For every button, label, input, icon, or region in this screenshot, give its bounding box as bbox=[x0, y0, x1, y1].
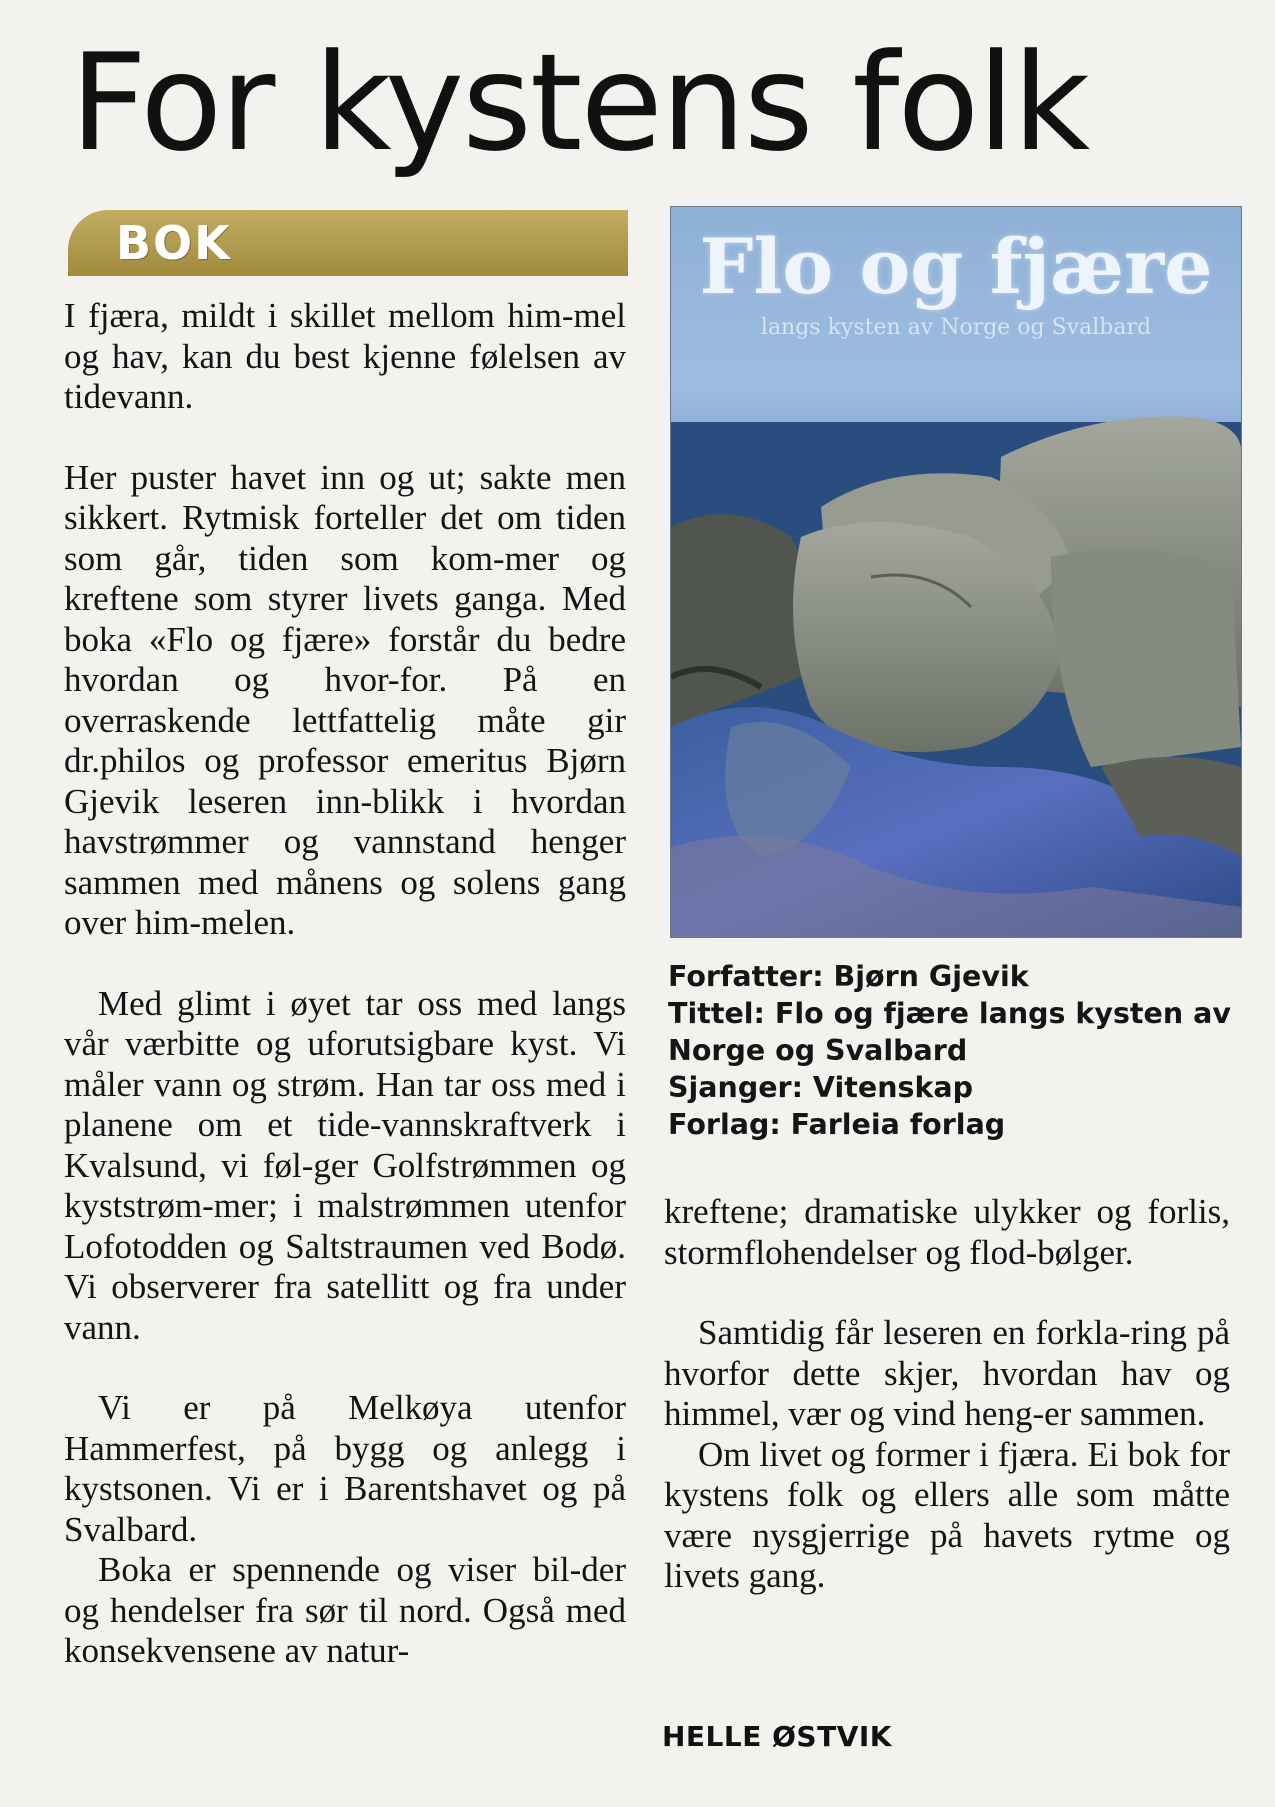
kicker-label: BOK bbox=[116, 216, 232, 270]
book-info-box bbox=[668, 958, 1248, 1143]
info-genre: Sjanger: Vitenskap bbox=[668, 1071, 974, 1104]
info-author: Forfatter: Bjørn Gjevik bbox=[668, 960, 1029, 993]
section-kicker bbox=[68, 210, 628, 276]
info-title: Tittel: Flo og fjære langs kysten av bbox=[668, 997, 1231, 1030]
article-column-left bbox=[64, 296, 626, 1672]
cover-subtitle: langs kysten av Norge og Svalbard bbox=[760, 315, 1152, 340]
paragraph: Boka er spennende og viser bil-der og hendelser fra sør til nord. Også med konsekvensene av natur- bbox=[64, 1550, 626, 1670]
article-column-right bbox=[664, 1192, 1230, 1597]
paragraph: Vi er på Melkøya utenfor Hammerfest, på bygg og anlegg i kystsonen. Vi er i Barentshavet og på Svalbard. bbox=[64, 1388, 626, 1549]
paragraph: Samtidig får leseren en forkla-ring på hvorfor dette skjer, hvordan hav og himmel, vær og vind heng-er sammen. bbox=[664, 1313, 1230, 1433]
byline: HELLE ØSTVIK bbox=[662, 1720, 892, 1753]
paragraph: Her puster havet inn og ut; sakte men sikkert. Rytmisk forteller det om tiden som går, tiden som kom-mer og kreftene som styrer livets ganga. Med boka «Flo og fjære» forstår du bedre hvordan og hvor-for. På en overraskende lettfattelig måte gir dr.philos og professor emeritus Bjørn Gjevik leseren inn-blikk i hvordan havstrømmer og vannstand henger sammen med månens og solens gang over him-melen. bbox=[64, 457, 626, 942]
paragraph: Med glimt i øyet tar oss med langs vår værbitte og uforutsigbare kyst. Vi måler vann og strøm. Han tar oss med i planene om et tide-vannskraftverk i Kvalsund, vi føl-ger Golfstrømmen og kyststrøm-mer; i malstrømmen utenfor Lofotodden og Saltstraumen ved Bodø. Vi observerer fra satellitt og fra under vann. bbox=[64, 983, 626, 1347]
headline: For kystens folk bbox=[70, 25, 1089, 181]
cover-title: Flo og fjære bbox=[699, 222, 1213, 311]
info-title-cont: Norge og Svalbard bbox=[668, 1034, 968, 1067]
paragraph: kreftene; dramatiske ulykker og forlis, stormflohendelser og flod-bølger. bbox=[664, 1192, 1230, 1272]
info-publisher: Forlag: Farleia forlag bbox=[668, 1108, 1006, 1141]
book-cover-image bbox=[670, 206, 1242, 938]
paragraph: I fjæra, mildt i skillet mellom him-mel og hav, kan du best kjenne følelsen av tidevann. bbox=[64, 296, 626, 416]
paragraph: Om livet og former i fjæra. Ei bok for kystens folk og ellers alle som måtte være nysgjerrige på havets rytme og livets gang. bbox=[664, 1434, 1230, 1595]
